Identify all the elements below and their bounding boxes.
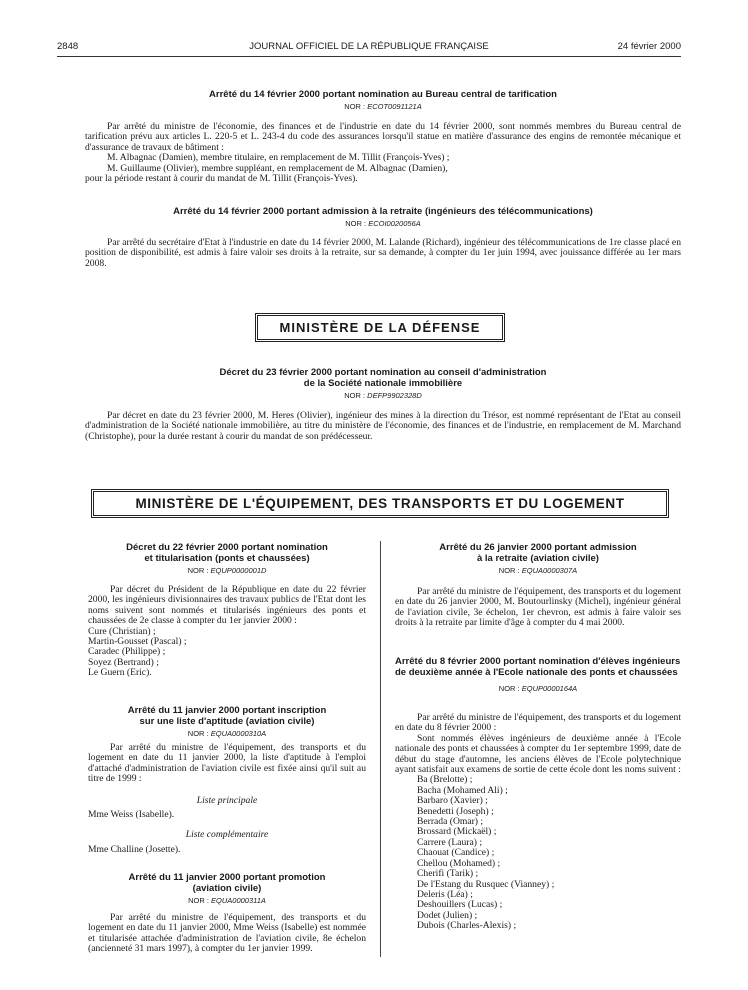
- list-item: Brossard (Mickaël) ;: [417, 826, 497, 838]
- list-item: Cherifi (Tarik) ;: [417, 868, 479, 880]
- list-item: M. Guillaume (Olivier), membre suppléant, en remplacement de M. Albagnac (Damien),: [107, 162, 448, 174]
- paragraph: Par arrêté du ministre de l'équipement, des transports et du logement en date du 11 janvier 2000, la liste d'aptitude à l'emploi d'attaché d'administration de l'aviation civile est fixée ainsi qu'il suit au titre de 1999 :: [88, 742, 366, 785]
- nor-reference: [85, 101, 681, 112]
- list-principale-title: Liste principale: [196, 794, 258, 806]
- list-item: Berrada (Omar) ;: [417, 816, 484, 828]
- list-item-text: Mme Weiss (Isabelle).: [88, 809, 175, 821]
- section-bureau-tarification: [85, 89, 681, 112]
- paragraph: Par arrêté du ministre de l'équipement, des transports et du logement en date du 26 janvier 2000, M. Boutourlinsky (Michel), ingénieur général de l'aviation civile, 3e échelon, 1er chevron, est admis à faire valoir ses droits à la retraite par limite d'âge à compter du 4 mai 2000.: [395, 586, 681, 629]
- section-liste-aptitude: [88, 705, 366, 739]
- section-title-line1: Arrêté du 26 janvier 2000 portant admission: [439, 542, 637, 553]
- paragraph: Par arrêté du secrétaire d'Etat à l'industrie en date du 14 février 2000, M. Lalande (Richard), ingénieur des télécommunications de 1re classe placé en position de disponibilité, est admis à faire valoir ses droits à la retraite, sur sa demande, à compter du 1er juin 1994, avec jouissance différée au 1er mars 2008.: [85, 237, 681, 269]
- section-ponts-body: [88, 585, 366, 679]
- list-item: Chaouat (Candice) ;: [417, 847, 495, 859]
- nor-label: NOR :: [187, 566, 209, 575]
- nor-reference: [395, 565, 681, 576]
- paragraph: Par décret du Président de la République en date du 22 février 2000, les ingénieurs divisionnaires des travaux publics de l'Etat dont les noms suivent sont nommés et titularisés ingénieurs des ponts et chaussées de 2e classe à compter du 1er janvier 2000 :: [88, 584, 366, 627]
- nor-reference: [88, 895, 366, 906]
- ministry-heading-defense: MINISTÈRE DE LA DÉFENSE: [257, 315, 503, 340]
- list-item: De l'Estang du Rusquec (Vianney) ;: [417, 878, 555, 890]
- paragraph: pour la période restant à courir du mandat de M. Tillit (François-Yves).: [85, 173, 358, 185]
- section-admission-body: [395, 587, 681, 629]
- nor-code: DEFP9902328D: [367, 391, 422, 400]
- nor-label: NOR :: [344, 102, 366, 111]
- section-societe-immobiliere: [85, 367, 681, 401]
- paragraph: Sont nommés élèves ingénieurs de deuxième année à l'Ecole nationale des ponts et chaussées à compter du 1er septembre 1999, date de début du stage d'automne, les anciens élèves de l'Ecole polytechnique ayant satisfait aux examens de sortie de cette école dont les noms suivent :: [395, 732, 681, 776]
- section-title-line1: Arrêté du 11 janvier 2000 portant inscription: [127, 705, 327, 716]
- list-item-text: Mme Challine (Josette).: [88, 843, 181, 855]
- section-admission-retraite: [395, 542, 681, 576]
- list-item: Ba (Brelotte) ;: [417, 774, 473, 786]
- name-list: [88, 627, 366, 679]
- section-title: Arrêté du 8 février 2000 portant nomination d'élèves ingénieurs de deuxième année à l'Ecole nationale des ponts et chaussées: [395, 656, 681, 678]
- name-list: [395, 775, 681, 931]
- list-item: Cure (Christian) ;: [88, 625, 156, 637]
- nor-reference: [88, 565, 366, 576]
- nor-reference: [395, 683, 681, 694]
- nor-label: NOR :: [498, 684, 520, 693]
- list-item: Caradec (Philippe) ;: [88, 646, 166, 658]
- list-item: Bacha (Mohamed Ali) ;: [417, 784, 508, 796]
- section-ponts-chaussees: [88, 542, 366, 576]
- section-title-line1: Arrêté du 11 janvier 2000 portant promotion: [128, 872, 326, 883]
- paragraph: Par arrêté du ministre de l'équipement, des transports et du logement en date du 8 février 2000 :: [395, 712, 681, 734]
- section-title-line2: à la retraite (aviation civile): [477, 553, 599, 564]
- section-title-line2: de la Société nationale immobilière: [303, 378, 463, 389]
- nor-code: EQUA0000311A: [211, 896, 266, 905]
- list-item: Martin-Gousset (Pascal) ;: [88, 636, 187, 648]
- ministry-heading-equipement: MINISTÈRE DE L'ÉQUIPEMENT, DES TRANSPORTS ET DU LOGEMENT: [93, 491, 667, 516]
- list-item: Dubois (Charles-Alexis) ;: [417, 920, 517, 932]
- section-eleves-body: [395, 713, 681, 932]
- nor-code: EQUP0000001D: [210, 566, 267, 575]
- paragraph: Par arrêté du ministre de l'économie, des finances et de l'industrie en date du 14 février 2000, sont nommés membres du Bureau central de tarification prévu aux articles L. 220-5 et L. 243-4 du code des assurances lorsqu'il statue en matière d'assurance des engins de remontée mécanique et d'assurance de travaux de bâtiment :: [85, 121, 681, 153]
- issue-date: 24 février 2000: [617, 41, 681, 52]
- paragraph: Par arrêté du ministre de l'équipement, des transports et du logement en date du 11 janvier 2000, Mme Weiss (Isabelle) est nommée et titularisée attachée d'administration de l'aviation civile, 8e échelon (ancienneté 31 mars 1997), à compter du 1er janvier 1999.: [88, 912, 366, 955]
- nor-reference: [85, 218, 681, 229]
- section-retraite-telecom: [85, 206, 681, 229]
- list-item: M. Albagnac (Damien), membre titulaire, en remplacement de M. Tillit (François-Yves) ;: [107, 152, 450, 164]
- list-item: Deshouillers (Lucas) ;: [417, 899, 503, 911]
- section-title-line1: Décret du 22 février 2000 portant nomination: [126, 542, 328, 553]
- list-item: Benedetti (Joseph) ;: [417, 805, 494, 817]
- list-item: Le Guern (Eric).: [88, 667, 152, 679]
- list-item: [88, 845, 366, 855]
- nor-reference: [88, 728, 366, 739]
- section-title-line2: sur une liste d'aptitude (aviation civile): [139, 716, 315, 727]
- section-title-line2: et titularisation (ponts et chaussées): [144, 553, 310, 564]
- section-liste-body: [88, 743, 366, 855]
- section-title: Arrêté du 14 février 2000 portant nomination au Bureau central de tarification: [209, 89, 557, 100]
- list-item: [88, 810, 366, 820]
- section-title: Arrêté du 14 février 2000 portant admission à la retraite (ingénieurs des télécommunications): [173, 206, 593, 217]
- nor-label: NOR :: [344, 391, 366, 400]
- section-promotion: [88, 872, 366, 906]
- journal-title: JOURNAL OFFICIEL DE LA RÉPUBLIQUE FRANÇAISE: [249, 41, 489, 52]
- nor-label: NOR :: [498, 566, 520, 575]
- nor-reference: [85, 390, 681, 401]
- section-bureau-body: [85, 122, 681, 184]
- page-header: [57, 41, 681, 55]
- nor-label: NOR :: [345, 219, 367, 228]
- nor-code: EQUA0000307A: [521, 566, 578, 575]
- section-title-line1: Décret du 23 février 2000 portant nomination au conseil d'administration: [219, 367, 547, 378]
- nor-code: ECOT0091121A: [367, 102, 422, 111]
- nor-code: ECOI0020056A: [368, 219, 421, 228]
- nor-code: EQUP0000164A: [521, 684, 578, 693]
- nor-label: NOR :: [188, 896, 209, 905]
- section-title-line2: (aviation civile): [192, 883, 262, 894]
- header-rule: [57, 56, 681, 57]
- list-item: Carrere (Laura) ;: [417, 836, 482, 848]
- page-number: 2848: [57, 41, 79, 52]
- section-societe-body: [85, 411, 681, 442]
- nor-code: EQUA0000310A: [210, 729, 267, 738]
- paragraph: Par décret en date du 23 février 2000, M. Heres (Olivier), ingénieur des mines à la direction du Trésor, est nommé représentant de l'Etat au conseil d'administration de la Société nationale immobilière, au titre du ministère de l'économie, des finances et de l'industrie, en remplacement de M. Marchand (Christophe), pour la durée restant à courir du mandat de son prédécesseur.: [85, 410, 681, 442]
- list-complementaire-title: Liste complémentaire: [185, 829, 269, 841]
- list-item: Dodet (Julien) ;: [417, 909, 478, 921]
- list-item: Deleris (Léa) ;: [417, 888, 473, 900]
- column-divider: [380, 541, 381, 957]
- list-item: Soyez (Bertrand) ;: [88, 656, 159, 668]
- list-item: Chellou (Mohamed) ;: [417, 857, 501, 869]
- nor-label: NOR :: [187, 729, 209, 738]
- section-eleves-ingenieurs: [395, 656, 681, 694]
- section-retraite-body: [85, 238, 681, 269]
- list-item: Barbaro (Xavier) ;: [417, 795, 488, 807]
- section-promotion-body: [88, 913, 366, 955]
